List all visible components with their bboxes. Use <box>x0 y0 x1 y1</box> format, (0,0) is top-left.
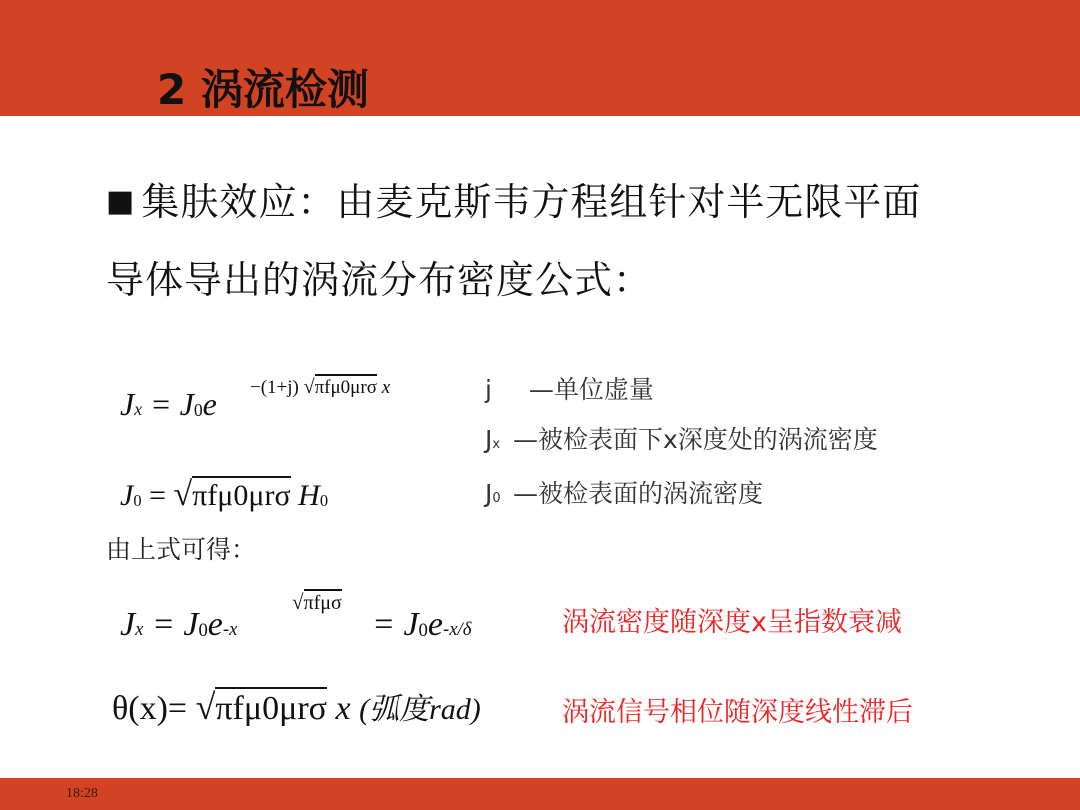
legend-jx-symbol: J <box>485 425 493 454</box>
formula3-mid: = J <box>151 606 199 643</box>
derive-note: 由上式可得： <box>106 535 257 564</box>
legend-jx <box>485 424 878 461</box>
sqrt-icon: √ <box>173 476 193 513</box>
formula3-lhs: J <box>120 606 136 643</box>
bullet-line-1 <box>106 178 921 226</box>
legend-j0-symbol: J <box>485 479 493 508</box>
formula4-unit: (弧度rad) <box>359 693 481 726</box>
formula-current-density <box>120 386 217 423</box>
sqrt-icon: √ <box>292 590 304 614</box>
page-title: 2 涡流检测 <box>157 65 369 114</box>
formula1-e: e <box>202 386 217 422</box>
formula1-lhs-sub: x <box>134 399 143 419</box>
formula3-eq2: = J <box>372 606 419 643</box>
footer-time: 18:28 <box>66 786 98 801</box>
formula1-exp-root: πfμ0μrσ <box>315 374 377 398</box>
formula4-x: x <box>335 690 351 727</box>
legend-j <box>485 374 654 406</box>
formula2-lhs-sub: 0 <box>133 490 142 510</box>
formula2-root: πfμ0μrσ <box>192 476 290 512</box>
note-phase: 涡流信号相位随深度线性滞后 <box>562 697 913 728</box>
formula3-lhs-sub: x <box>135 619 144 640</box>
formula3-exp1: -x <box>222 619 238 640</box>
sqrt-icon: √ <box>303 376 315 398</box>
formula2-eq: = <box>149 479 166 512</box>
formula1-exp-x: x <box>381 377 391 398</box>
formula3-exp2: -x/δ <box>442 619 472 640</box>
formula3-rhs <box>372 606 471 644</box>
formula4-root: πfμ0μrσ <box>215 687 327 727</box>
formula1-exponent <box>250 376 390 399</box>
footer-band <box>0 778 1080 810</box>
formula3-eq2-sub: 0 <box>418 619 428 641</box>
legend-jx-sub: x <box>492 437 501 452</box>
formula-surface-density <box>120 476 328 514</box>
formula1-exp-prefix: −(1+j) <box>250 377 299 398</box>
bullet-text-1: 集肤效应：由麦克斯韦方程组针对半无限平面 <box>141 180 922 224</box>
legend-j-symbol: j <box>485 375 492 404</box>
legend-j0-sub: 0 <box>492 491 501 506</box>
formula1-rhs-sub: 0 <box>193 399 203 420</box>
bullet-square-icon: ■ <box>106 184 136 219</box>
formula-decay <box>120 606 237 644</box>
formula2-lhs: J <box>120 479 134 512</box>
formula3-exp-root: πfμσ <box>304 589 342 614</box>
sqrt-icon: √ <box>195 687 216 727</box>
formula3-exp-root-wrap <box>292 590 342 615</box>
formula1-lhs: J <box>120 386 135 422</box>
legend-j0-desc: —被检表面的涡流密度 <box>513 479 764 508</box>
legend-j0 <box>485 478 763 515</box>
note-decay: 涡流密度随深度x呈指数衰减 <box>562 607 902 638</box>
formula1-rhs: = J <box>150 386 194 422</box>
formula-phase <box>112 684 481 728</box>
formula2-h: H <box>298 479 320 512</box>
formula3-e2: e <box>427 606 443 643</box>
formula2-h-sub: 0 <box>319 490 329 510</box>
formula4-theta: θ(x)= <box>112 690 188 727</box>
bullet-line-2: 导体导出的涡流分布密度公式： <box>106 258 653 302</box>
formula3-e: e <box>207 606 223 643</box>
legend-j-desc: —单位虚量 <box>528 375 654 404</box>
formula3-mid-sub: 0 <box>198 619 208 641</box>
legend-jx-desc: —被检表面下x深度处的涡流密度 <box>513 425 878 454</box>
